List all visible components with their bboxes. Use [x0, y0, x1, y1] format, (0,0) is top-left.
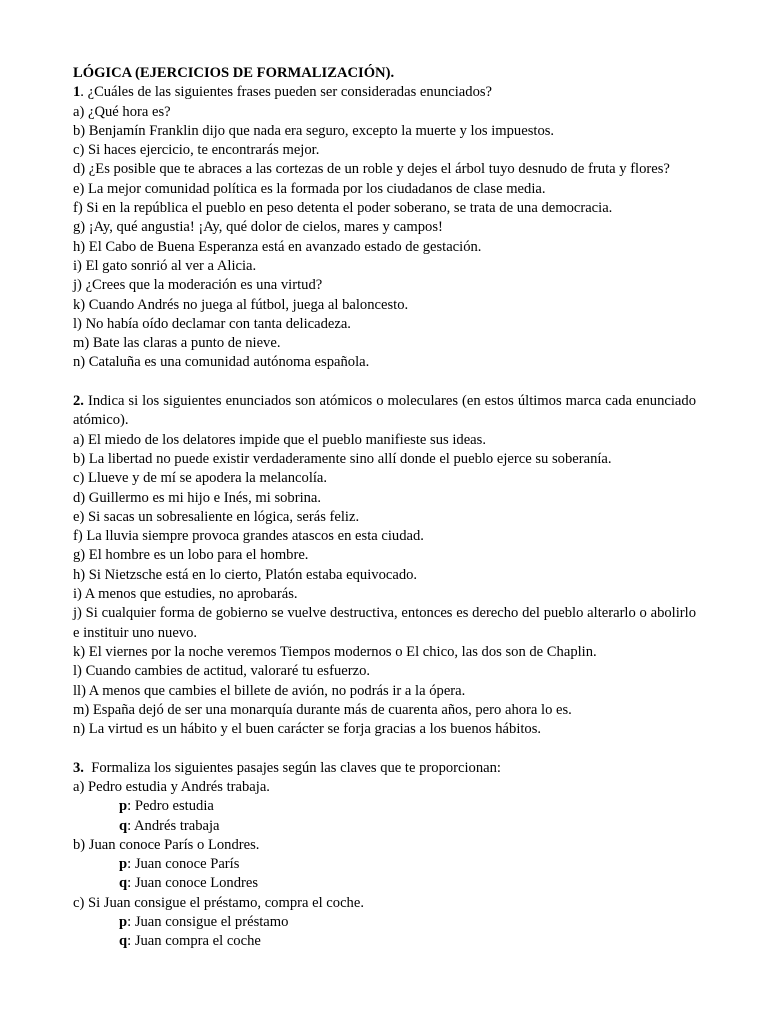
key-variable: p: [119, 856, 128, 873]
list-item: f) La lluvia siempre provoca grandes atascos en esta ciudad.: [73, 528, 424, 545]
paragraph-gap: [73, 373, 696, 392]
key-variable: q: [119, 817, 128, 834]
list-item: f) Si en la república el pueblo en peso detenta el poder soberano, se trata de una democracia.: [73, 200, 613, 217]
list-item: a) El miedo de los delatores impide que el pueblo manifieste sus ideas.: [73, 431, 486, 448]
list-item: l) No había oído declamar con tanta delicadeza.: [73, 315, 351, 332]
passage-text: a) Pedro estudia y Andrés trabaja.: [73, 778, 270, 795]
list-item: i) A menos que estudies, no aprobarás.: [73, 586, 298, 603]
key-variable: q: [119, 933, 128, 950]
list-item: n) La virtud es un hábito y el buen carácter se forja gracias a los buenos hábitos.: [73, 721, 542, 738]
list-item: ll) A menos que cambies el billete de avión, no podrás ir a la ópera.: [73, 682, 466, 699]
passage-text: c) Si Juan consigue el préstamo, compra el coche.: [73, 894, 364, 911]
list-item: j) ¿Crees que la moderación es una virtud?: [73, 277, 323, 294]
key-variable: p: [119, 798, 128, 815]
list-item: j) Si cualquier forma de gobierno se vuelve destructiva, entonces es derecho del pueblo alterarlo o abolirlo e instituir uno nuevo.: [73, 605, 696, 641]
list-item: k) Cuando Andrés no juega al fútbol, juega al baloncesto.: [73, 296, 409, 313]
list-item: l) Cuando cambies de actitud, valoraré tu esfuerzo.: [73, 663, 371, 680]
exercise-3-prompt: 3. Formaliza los siguientes pasajes según las claves que te proporcionan:: [73, 759, 501, 776]
list-item: b) La libertad no puede existir verdaderamente sino allí donde el pueblo ejerce su soberanía.: [73, 450, 612, 467]
formalization-key: q: Juan conoce Londres: [119, 875, 259, 892]
list-item: n) Cataluña es una comunidad autónoma española.: [73, 354, 370, 371]
exercise-2-prompt: 2. Indica si los siguientes enunciados son atómicos o moleculares (en estos últimos marca cada enunciado atómico).: [73, 393, 696, 429]
list-item: g) ¡Ay, qué angustia! ¡Ay, qué dolor de cielos, mares y campos!: [73, 219, 443, 236]
list-item: e) La mejor comunidad política es la formada por los ciudadanos de clase media.: [73, 180, 546, 197]
list-item: b) Benjamín Franklin dijo que nada era seguro, excepto la muerte y los impuestos.: [73, 122, 555, 139]
passage-text: b) Juan conoce París o Londres.: [73, 836, 260, 853]
list-item: h) El Cabo de Buena Esperanza está en avanzado estado de gestación.: [73, 238, 482, 255]
list-item: i) El gato sonrió al ver a Alicia.: [73, 257, 257, 274]
list-item: m) España dejó de ser una monarquía durante más de cuarenta años, pero ahora lo es.: [73, 701, 572, 718]
exercise-number: 2.: [73, 393, 84, 410]
list-item: e) Si sacas un sobresaliente en lógica, serás feliz.: [73, 508, 360, 525]
list-item: d) Guillermo es mi hijo e Inés, mi sobrina.: [73, 489, 322, 506]
formalization-key: p: Juan conoce París: [119, 856, 240, 873]
list-item: k) El viernes por la noche veremos Tiempos modernos o El chico, las dos son de Chaplin.: [73, 643, 597, 660]
formalization-key: p: Pedro estudia: [119, 798, 214, 815]
list-item: c) Llueve y de mí se apodera la melancolía.: [73, 470, 328, 487]
exercise-1-prompt: 1. ¿Cuáles de las siguientes frases pueden ser consideradas enunciados?: [73, 84, 493, 101]
list-item: a) ¿Qué hora es?: [73, 103, 171, 120]
exercise-number: 3.: [73, 759, 84, 776]
formalization-key: p: Juan consigue el préstamo: [119, 914, 289, 931]
exercise-number: 1: [73, 84, 81, 101]
list-item: c) Si haces ejercicio, te encontrarás mejor.: [73, 142, 320, 159]
list-item: d) ¿Es posible que te abraces a las cortezas de un roble y dejes el árbol tuyo desnudo de fruta y flores?: [73, 161, 670, 178]
key-variable: p: [119, 914, 128, 931]
list-item: h) Si Nietzsche está en lo cierto, Platón estaba equivocado.: [73, 566, 418, 583]
list-item: m) Bate las claras a punto de nieve.: [73, 335, 281, 352]
page-title: LÓGICA (EJERCICIOS DE FORMALIZACIÓN).: [73, 65, 395, 81]
key-variable: q: [119, 875, 128, 892]
paragraph-gap: [73, 739, 696, 758]
list-item: g) El hombre es un lobo para el hombre.: [73, 547, 309, 564]
formalization-key: q: Andrés trabaja: [119, 817, 220, 834]
formalization-key: q: Juan compra el coche: [119, 933, 261, 950]
